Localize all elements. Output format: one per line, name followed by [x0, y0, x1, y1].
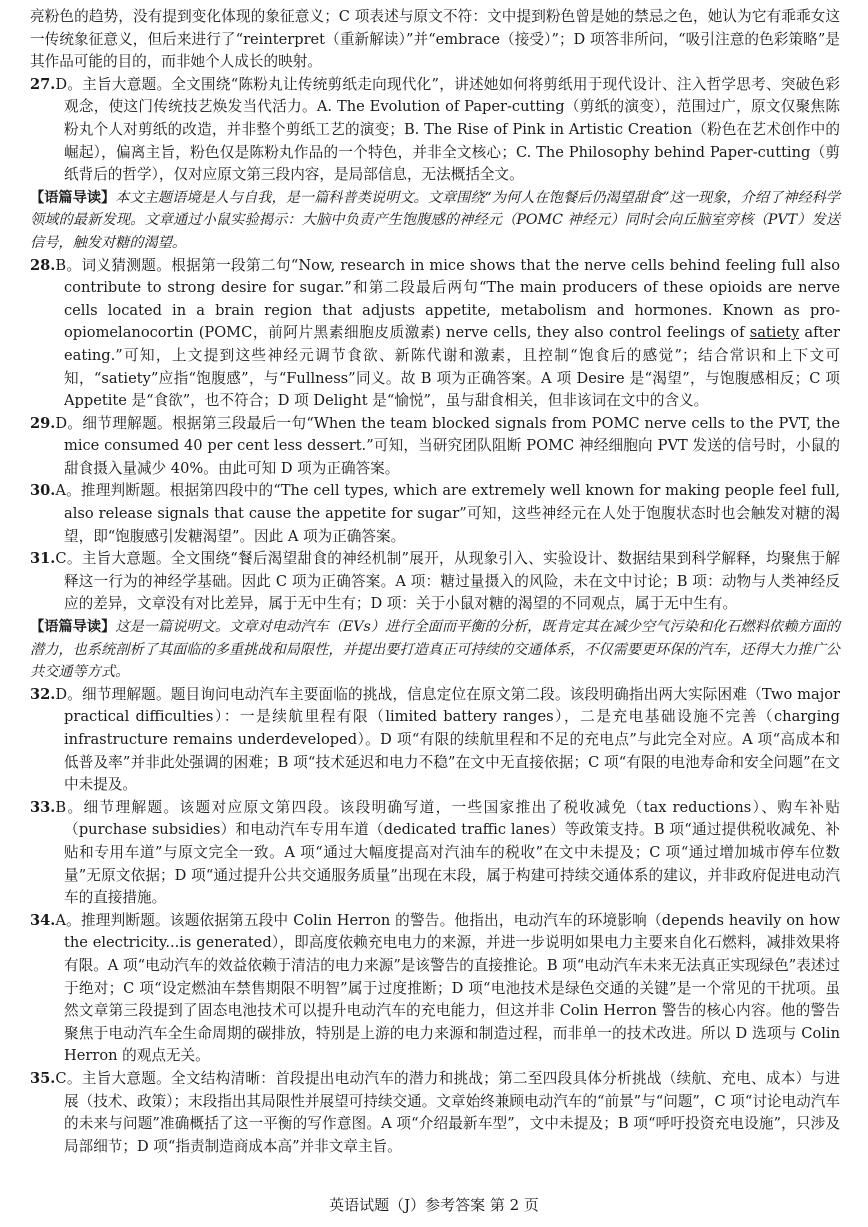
underlined-word: satiety	[749, 324, 800, 342]
answer-31	[30, 548, 840, 616]
answer-text: A。推理判断题。根据第四段中的“The cell types, which are extremely well known for making people feel full, also release signals that cause the appetite for sugar”可知，这些神经元在人处于饱腹状态时也会触发对糖的渴望，即“饱腹感引发糖渴望”。因此 A 项为正确答案。	[55, 482, 840, 545]
answer-text: A。推理判断题。该题依据第五段中 Colin Herron 的警告。他指出，电动汽车的环境影响（depends heavily on how the electricity...is generated），即高度依赖充电电力的来源，并进一步说明如果电力主要来自化石燃料，减排效果将有限。A 项“电动汽车的效益依赖于清洁的电力来源”是该警告的直接推论。B 项“电动汽车未来无法真正实现绿色”表述过于绝对；C 项“设定燃油车禁售期限不明智”属于过度推断；D 项“电池技术是绿色交通的关键”是一个常见的干扰项。虽然文章第三段提到了固态电池技术可以提升电动汽车的充电能力，但这并非 Colin Herron 警告的核心内容。他的警告聚焦于电动汽车全生命周期的碳排放，特别是上游的电力来源和制造过程，而非单一的技术改进。所以 D 选项与 Colin Herron 的观点无关。	[55, 911, 840, 1065]
answer-33	[30, 797, 840, 910]
page-footer: 英语试题（J）参考答案 第 2 页	[329, 1196, 539, 1214]
passage-guide-1	[30, 187, 840, 255]
answer-text: D。细节理解题。根据第三段最后一句“When the team blocked signals from POMC nerve cells to the PVT, the mice consumed 40 per cent less dessert.”可知，当研究团队阻断 POMC 神经细胞向 PVT 发送的信号时，小鼠的甜食摄入量减少 40%。由此可知 D 项为正确答案。	[55, 414, 840, 477]
question-number: 33.	[30, 798, 56, 816]
question-number: 34.	[30, 911, 56, 929]
question-number: 35.	[30, 1069, 56, 1087]
answer-32	[30, 684, 840, 797]
question-number: 27.	[30, 75, 56, 93]
question-number: 29.	[30, 414, 56, 432]
answer-29	[30, 413, 840, 481]
question-number: 30.	[30, 482, 56, 500]
guide-text: 这是一篇说明文。文章对电动汽车（EVs）进行全面而平衡的分析，既肯定其在减少空气污染和化石燃料依赖方面的潜力，也系统剖析了其面临的多重挑战和局限性，并提出要打造真正可持续的交通体系，不仅需要更环保的汽车，还得大力推广公共交通等方式。	[30, 619, 840, 681]
question-number: 28.	[30, 256, 56, 274]
answer-35	[30, 1068, 840, 1158]
guide-tag: 【语篇导读】	[30, 189, 116, 206]
answer-34	[30, 910, 840, 1068]
answer-text: C。主旨大意题。全文围绕“餐后渴望甜食的神经机制”展开，从现象引入、实验设计、数据结果到科学解释，均聚焦于解释这一行为的神经学基础。因此 C 项为正确答案。A 项：糖过量摄入的风险，未在文中讨论；B 项：动物与人类神经反应的差异，文章没有对比差异，属于无中生有；D 项：关于小鼠对糖的渴望的不同观点，属于无中生有。	[55, 550, 840, 613]
continued-explanation: 亮粉色的趋势，没有提到变化体现的象征意义；C 项表述与原文不符：文中提到粉色曾是她的禁忌之色，她认为它有乖乖女这一传统象征意义，但后来进行了“reinterpret（重新解读）”并“embrace（接受）”；D 项答非所问，“吸引注意的色彩策略”是其作品可能的目的，而非她个人成长的映射。	[30, 8, 840, 71]
answer-text-part-b: after eating.”可知，上文提到这些神经元调节食欲、新陈代谢和激素，且控制“饱食后的感觉”；结合常识和上下文可知，“satiety”应指“饱腹感”，与“Fullness”同义。故 B 项为正确答案。A 项 Desire 是“渴望”，与饱腹感相反；C 项 Appetite 是“食欲”，也不符合；D 项 Delight 是“愉悦”，虽与甜食相关，但非该词在文中的含义。	[64, 324, 840, 410]
guide-tag: 【语篇导读】	[30, 619, 116, 636]
question-number: 32.	[30, 685, 56, 703]
answer-text: B。细节理解题。该题对应原文第四段。该段明确写道，一些国家推出了税收减免（tax reductions）、购车补贴（purchase subsidies）和电动汽车专用车道（dedicated traffic lanes）等政策支持。B 项“通过提供税收减免、补贴和专用车道”与原文完全一致。A 项“通过大幅度提高对汽油车的税收”在文中未提及；C 项“通过增加城市停车位数量”无原文依据；D 项“通过提升公共交通服务质量”出现在末段，属于构建可持续交通体系的建议，并非政府促进电动汽车的直接措施。	[55, 798, 840, 907]
answer-27	[30, 74, 840, 187]
answer-30	[30, 480, 840, 548]
answer-text-part-a: B。词义猜测题。根据第一段第二句“Now, research in mice shows that the nerve cells behind feeling full also contribute to strong desire for sugar.”和第二段最后两句“The main producers of these opioids are nerve cells located in a brain region that adjusts appetite, metabolism and hormones. Known as pro-opiomelanocortin (POMC，前阿片黑素细胞皮质激素) nerve cells, they also control feelings of	[55, 256, 840, 342]
answer-text: D。细节理解题。题目询问电动汽车主要面临的挑战，信息定位在原文第二段。该段明确指出两大实际困难（Two major practical difficulties）：一是续航里程有限（limited battery ranges），二是充电基础设施不完善（charging infrastructure remains underdeveloped）。D 项“有限的续航里程和不足的充电点”与此完全对应。A 项“高成本和低普及率”并非此处强调的困难；B 项“技术延迟和电力不稳”在文中无直接依据；C 项“有限的电池寿命和安全问题”在文中未提及。	[55, 685, 840, 794]
answer-text: C。主旨大意题。全文结构清晰：首段提出电动汽车的潜力和挑战；第二至四段具体分析挑战（续航、充电、成本）与进展（技术、政策）；末段指出其局限性并展望可持续交通。文章始终兼顾电动汽车的“前景”与“问题”，C 项“讨论电动汽车的未来与问题”准确概括了这一平衡的写作意图。A 项“介绍最新车型”，文中未提及；B 项“呼吁投资充电设施”，只涉及局部细节；D 项“指责制造商成本高”并非文章主旨。	[55, 1069, 840, 1155]
answer-text: D。主旨大意题。全文围绕“陈粉丸让传统剪纸走向现代化”，讲述她如何将剪纸用于现代设计、注入哲学思考、突破色彩观念，使这门传统技艺焕发当代活力。A. The Evolution of Paper-cutting（剪纸的演变），范围过广，原文仅聚焦陈粉丸个人对剪纸的改造，并非整个剪纸工艺的演变；B. The Rise of Pink in Artistic Creation（粉色在艺术创作中的崛起），偏离主旨，粉色仅是陈粉丸作品的一个特色，并非全文核心；C. The Philosophy behind Paper-cutting（剪纸背后的哲学），仅对应原文第三段内容，是局部信息，无法概括全文。	[55, 75, 840, 184]
guide-text: 本文主题语境是人与自我，是一篇科普类说明文。文章围绕“为何人在饱餐后仍渴望甜食”这一现象，介绍了神经科学领域的最新发现。文章通过小鼠实验揭示：大脑中负责产生饱腹感的神经元（POMC 神经元）同时会向丘脑室旁核（PVT）发送信号，触发对糖的渴望。	[30, 189, 841, 251]
question-number: 31.	[30, 550, 56, 568]
passage-guide-2	[30, 616, 840, 684]
answer-28	[30, 255, 840, 413]
